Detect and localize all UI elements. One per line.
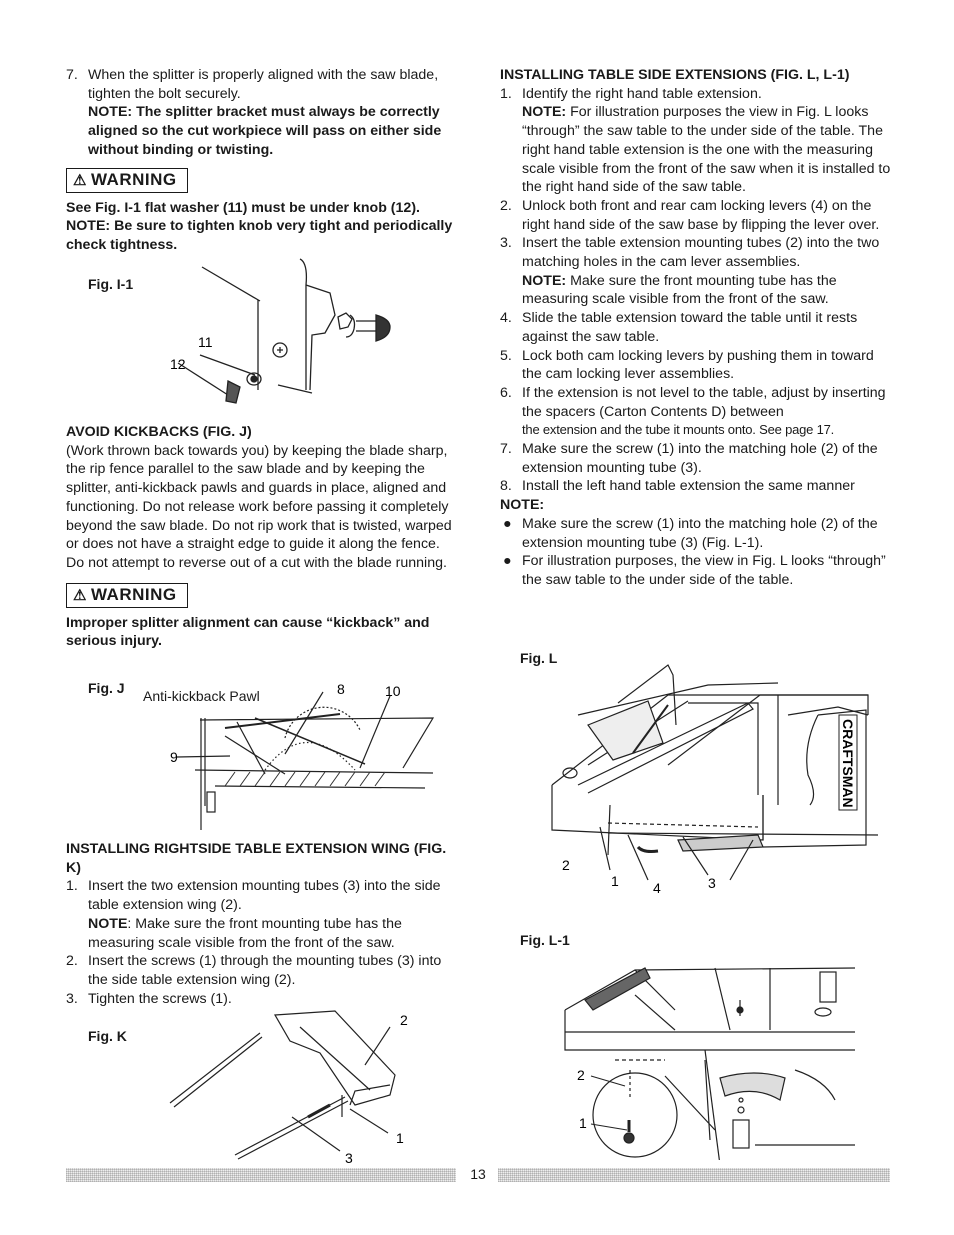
callout-8: 8 bbox=[337, 681, 345, 697]
step-text: If the extension is not level to the table, adjust by inserting the spacers (Carton Contents D) between bbox=[522, 384, 886, 420]
step-1 bbox=[500, 85, 895, 197]
kickback-text: (Work thrown back towards you) by keeping the blade sharp, the rip fence parallel to the saw blade and by keeping the splitter, anti-kickback pawls and guards in place, aligned and functioning. Do not release work before passing it completely beyond the saw blade. Do not rip work that is twisted, warped or does not have a straight edge to guide it along the fence. Do not attempt to reverse out of a cut with the blade running. bbox=[66, 442, 452, 571]
step-7 bbox=[66, 66, 456, 160]
warning-text-2: Improper splitter alignment can cause “kickback” and serious injury. bbox=[66, 614, 430, 650]
footer-bar-right bbox=[498, 1168, 890, 1182]
step-text: Slide the table extension toward the table until it rests against the saw table. bbox=[522, 310, 858, 345]
step-number: 3. bbox=[500, 235, 512, 252]
step-number: 7. bbox=[500, 441, 512, 458]
callout-11: 11 bbox=[198, 334, 213, 350]
callout-10: 10 bbox=[385, 683, 401, 699]
step-number: 1. bbox=[500, 85, 512, 102]
fig-i1-label: Fig. I-1 bbox=[88, 276, 134, 292]
step-number: 1. bbox=[66, 878, 78, 895]
note-label: NOTE bbox=[88, 915, 128, 932]
note-text: For illustration purposes the view in Fig. L looks “through” the saw table to the under side of the table. The right hand table extension is the one with the measuring scale visible from the front of the saw when it is installed to the right hand side of the saw table. bbox=[522, 104, 891, 196]
step-text: Lock both cam locking levers by pushing them in toward the cam locking lever assemblies. bbox=[522, 347, 874, 383]
note-label: NOTE: bbox=[522, 104, 567, 121]
footer-bar-left bbox=[66, 1168, 456, 1182]
warning-label: WARNING bbox=[90, 584, 177, 604]
fig-j-label: Fig. J bbox=[88, 680, 125, 696]
step-number: 2. bbox=[66, 953, 78, 970]
kickback-section bbox=[66, 423, 456, 651]
wing-step bbox=[66, 877, 456, 952]
step-number: 6. bbox=[500, 384, 512, 401]
callout-3: 3 bbox=[708, 875, 716, 891]
note-bullet bbox=[500, 515, 895, 552]
callout-12: 12 bbox=[170, 356, 186, 372]
step-text: Insert the two extension mounting tubes (3) into the side table extension wing (2). bbox=[88, 878, 441, 914]
step-text: Insert the screws (1) through the mounting tubes (3) into the side table extension wing (2). bbox=[88, 953, 442, 988]
bullet-text: Make sure the screw (1) into the matching hole (2) of the extension mounting tube (3) (Fig. L-1). bbox=[522, 515, 878, 551]
callout-1: 1 bbox=[579, 1115, 587, 1131]
bullet-icon: ● bbox=[503, 553, 512, 570]
fig-l-illustration bbox=[548, 655, 888, 895]
step-5 bbox=[500, 347, 895, 384]
callout-4: 4 bbox=[653, 880, 661, 895]
splitter-note: NOTE: The splitter bracket must always be correctly aligned so the cut workpiece will pass on either side without binding or twisting. bbox=[88, 104, 442, 158]
wing-step bbox=[66, 952, 456, 989]
step-text: When the splitter is properly aligned with the saw blade, tighten the bolt securely. bbox=[88, 67, 439, 102]
step-number: 7. bbox=[66, 67, 78, 83]
step-text: Unlock both front and rear cam locking levers (4) on the right hand side of the saw base by flipping the lever over. bbox=[522, 197, 880, 233]
step-text: Identify the right hand table extension. bbox=[522, 85, 762, 102]
step-number: 3. bbox=[66, 990, 78, 1007]
fig-k-label: Fig. K bbox=[88, 1028, 127, 1044]
step-4 bbox=[500, 309, 895, 346]
step-text-small: the extension and the tube it mounts onto. See page 17. bbox=[522, 422, 835, 438]
note-bullet bbox=[500, 552, 895, 589]
craftsman-logo: CRAFTSMAN bbox=[840, 719, 856, 808]
note-text: Make sure the front mounting tube has the measuring scale visible from the front of the saw. bbox=[522, 272, 837, 308]
warning-text: See Fig. I-1 flat washer (11) must be under knob (12). NOTE: Be sure to tighten knob very tight and periodically check tightness. bbox=[66, 199, 453, 253]
note-heading: NOTE: bbox=[500, 497, 545, 514]
step-text: Install the left hand table extension the same manner bbox=[522, 478, 855, 495]
step-text: Make sure the screw (1) into the matching hole (2) of the extension mounting tube (3). bbox=[522, 441, 878, 476]
bullet-icon: ● bbox=[503, 515, 512, 532]
callout-1: 1 bbox=[396, 1130, 404, 1146]
callout-2: 2 bbox=[562, 857, 570, 873]
note-label: NOTE: bbox=[522, 272, 567, 289]
step-8 bbox=[500, 477, 895, 496]
fig-l1-label: Fig. L-1 bbox=[520, 932, 570, 948]
callout-3: 3 bbox=[345, 1150, 353, 1165]
step-6 bbox=[500, 384, 895, 440]
warning-triangle-icon: ⚠ bbox=[73, 586, 87, 604]
step-number: 4. bbox=[500, 310, 512, 327]
bullet-text: For illustration purposes, the view in Fig. L looks “through” the saw table to the under side of the table. bbox=[522, 553, 886, 588]
right-column bbox=[500, 66, 895, 590]
kickback-heading: AVOID KICKBACKS (FIG. J) bbox=[66, 424, 252, 440]
wing-heading: INSTALLING RIGHTSIDE TABLE EXTENSION WING (FIG. K) bbox=[66, 841, 447, 876]
fig-j-caption: Anti-kickback Pawl bbox=[143, 688, 260, 704]
left-column bbox=[66, 66, 456, 255]
fig-k-illustration bbox=[160, 1005, 420, 1165]
step-text: Tighten the screws (1). bbox=[88, 990, 232, 1007]
callout-1: 1 bbox=[611, 873, 619, 889]
warning-triangle-icon: ⚠ bbox=[73, 171, 87, 189]
step-7 bbox=[500, 440, 895, 477]
fig-l1-illustration bbox=[555, 950, 860, 1160]
step-2 bbox=[500, 197, 895, 234]
step-number: 8. bbox=[500, 478, 512, 495]
callout-9: 9 bbox=[170, 749, 178, 765]
page-number: 13 bbox=[470, 1166, 486, 1182]
callout-2: 2 bbox=[577, 1067, 585, 1083]
wing-section bbox=[66, 840, 456, 1008]
step-number: 2. bbox=[500, 197, 512, 214]
note-text: : Make sure the front mounting tube has the measuring scale visible from the front of the saw. bbox=[88, 915, 402, 951]
extensions-heading: INSTALLING TABLE SIDE EXTENSIONS (FIG. L, L-1) bbox=[500, 67, 850, 83]
warning-label: WARNING bbox=[90, 169, 177, 189]
step-3 bbox=[500, 234, 895, 309]
warning-badge bbox=[66, 168, 188, 193]
callout-2: 2 bbox=[400, 1012, 408, 1028]
step-number: 5. bbox=[500, 347, 512, 364]
warning-badge-2 bbox=[66, 583, 188, 608]
fig-i1-illustration bbox=[160, 255, 420, 415]
fig-j-illustration bbox=[165, 678, 440, 833]
fig-l-label: Fig. L bbox=[520, 650, 558, 666]
step-text: Insert the table extension mounting tubes (2) into the two matching holes in the cam lever assemblies. bbox=[522, 235, 880, 271]
